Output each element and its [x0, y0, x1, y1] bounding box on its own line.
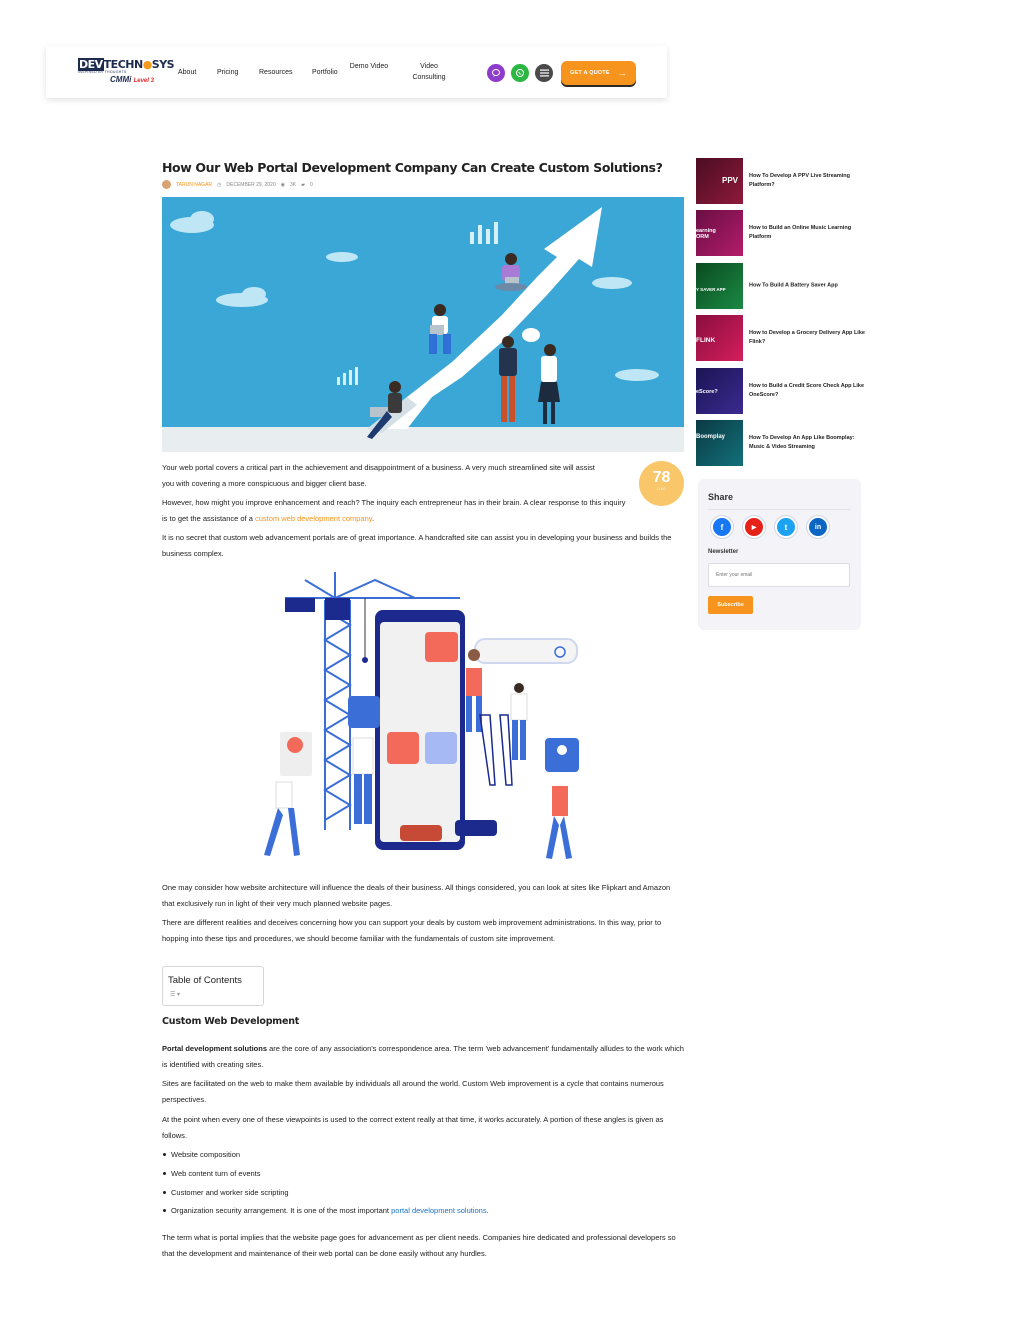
- related-post[interactable]: [696, 420, 866, 466]
- company-logo[interactable]: [78, 58, 175, 86]
- related-post[interactable]: [696, 263, 866, 309]
- author-avatar: [162, 180, 171, 189]
- paragraph-intro: Your web portal covers a critical part in the achievement and disappointment of a business. A very much streamlined site will assist you with covering a more conspicuous and bigger client base.: [162, 463, 595, 488]
- hero-illustration: [162, 197, 684, 452]
- nav-about[interactable]: About: [178, 69, 197, 76]
- portal-development-solutions-link[interactable]: portal development solutions: [391, 1206, 487, 1215]
- score-value: 78: [652, 469, 671, 486]
- toc-title: Table of Contents: [168, 975, 242, 986]
- post-title[interactable]: How To Build A Battery Saver App: [749, 282, 838, 289]
- divider: [708, 509, 851, 510]
- get-a-quote-button[interactable]: GET A QUOTE →: [561, 61, 636, 85]
- score-unit: /100: [657, 487, 666, 491]
- post-title[interactable]: How to Build a Credit Score Check App Like OneScore?: [749, 383, 865, 398]
- table-of-contents[interactable]: [162, 966, 264, 1006]
- post-title[interactable]: How To Develop A PPV Live Streaming Platform?: [749, 173, 850, 188]
- paragraph-portal-meaning: The term what is portal implies that the website page goes for advancement as per client needs. Companies hire dedicated and professional developers so that the development and maintenance of their web portal can be done easily without any hurdles.: [162, 1233, 676, 1258]
- chat-icon[interactable]: [487, 64, 505, 82]
- list-toggle-icon[interactable]: ☰ ▾: [170, 992, 181, 998]
- related-post[interactable]: [696, 315, 866, 361]
- list-item: Organization security arrangement. It is one of the most important portal development solutions.: [162, 1205, 489, 1217]
- share-title: Share: [708, 492, 734, 502]
- post-thumbnail: Boomplay: [696, 420, 743, 466]
- list-item: Web content turn of events: [162, 1168, 261, 1180]
- paragraph-viewpoints: At the point when every one of these viewpoints is used to the correct extent really at that time, it works accurately. A portion of these angles is given as follows.: [162, 1115, 664, 1140]
- facebook-icon[interactable]: f: [711, 516, 733, 538]
- post-thumbnail: Y SAVER APP: [696, 263, 743, 309]
- list-item: Website composition: [162, 1149, 240, 1161]
- article-title: How Our Web Portal Development Company Can Create Custom Solutions?: [162, 160, 663, 175]
- share-widget: [698, 479, 861, 630]
- post-thumbnail: earning ORM: [696, 210, 743, 256]
- post-title[interactable]: How to Build an Online Music Learning Platform: [749, 225, 852, 240]
- menu-icon[interactable]: [535, 64, 553, 82]
- post-date: DECEMBER 29, 2020: [226, 181, 276, 188]
- related-post[interactable]: [696, 158, 866, 204]
- nav-pricing[interactable]: Pricing: [217, 69, 239, 76]
- logo-wordmark: DEVTECHN●SYS: [79, 58, 175, 71]
- logo-cmmi: CMMi Level 3: [110, 75, 154, 84]
- paragraph-sites: Sites are facilitated on the web to make them available by individuals all around the world. Custom Web improvement is a cycle that contains numerous perspectives.: [162, 1079, 664, 1104]
- related-post[interactable]: [696, 210, 866, 256]
- comment-count[interactable]: 0: [309, 181, 313, 188]
- comment-icon: ▰: [301, 181, 305, 188]
- paragraph-realities: There are different realities and deceives concerning how you can support your deals by custom web improvement administrations. In this way, prior to hopping into these tips and procedures, we should become familiar with the fundamentals of custom site improvement.: [162, 918, 662, 943]
- nav-video-consulting[interactable]: Video Consulting: [412, 63, 446, 81]
- article-meta: [162, 180, 313, 189]
- web-development-illustration: [250, 570, 590, 865]
- clock-icon: ◷: [217, 181, 222, 188]
- email-field[interactable]: [708, 563, 850, 587]
- paragraph-secret: It is no secret that custom web advancement portals are of great importance. A handcrafted site can assist you in developing your business and builds the business complex.: [162, 533, 672, 558]
- related-post[interactable]: [696, 368, 866, 414]
- twitter-icon[interactable]: t: [775, 516, 797, 538]
- nav-demo-video[interactable]: Demo Video: [349, 63, 389, 70]
- author-name[interactable]: TARUN NAGAR: [176, 181, 213, 188]
- arrow-right-icon: →: [617, 68, 627, 78]
- section-heading-custom-web-development: Custom Web Development: [162, 1016, 300, 1027]
- subscribe-button[interactable]: Subscribe: [708, 596, 753, 614]
- eye-icon: ◉: [280, 181, 285, 188]
- site-header: [46, 46, 667, 98]
- post-thumbnail: eScore?: [696, 368, 743, 414]
- whatsapp-icon[interactable]: [511, 64, 529, 82]
- score-badge: [639, 461, 684, 506]
- post-title[interactable]: How to Develop a Grocery Delivery App Like Flink?: [749, 330, 865, 345]
- youtube-icon[interactable]: ▶: [743, 516, 765, 538]
- paragraph-enhancement: However, how might you improve enhancement and reach? The inquiry each entrepreneur has in their brain. A clear response to this inquiry is to get the assistance of a custom web development company.: [162, 498, 626, 523]
- paragraph-portal-solutions: Portal development solutions are the core of any association's correspondence area. The term 'web advancement' fundamentally alludes to the work which is identified with creating sites.: [162, 1044, 684, 1069]
- logo-tagline: INSPIRED BY THOUGHTS: [78, 70, 127, 74]
- linkedin-icon[interactable]: in: [807, 516, 829, 538]
- post-title[interactable]: How To Develop An App Like Boomplay: Music & Video Streaming: [749, 435, 855, 450]
- view-count: 3K: [289, 181, 297, 188]
- post-thumbnail: FLINK: [696, 315, 743, 361]
- paragraph-architecture: One may consider how website architecture will influence the deals of their business. All things considered, you can look at sites like Flipkart and Amazon that exclusively run in light of their very much planned website pages.: [162, 883, 671, 908]
- custom-web-development-link[interactable]: custom web development company: [254, 513, 372, 523]
- post-thumbnail: PPV: [696, 158, 743, 204]
- list-item: Customer and worker side scripting: [162, 1187, 289, 1199]
- nav-portfolio[interactable]: Portfolio: [312, 69, 338, 76]
- nav-resources[interactable]: Resources: [259, 69, 293, 76]
- newsletter-title: Newsletter: [708, 549, 739, 555]
